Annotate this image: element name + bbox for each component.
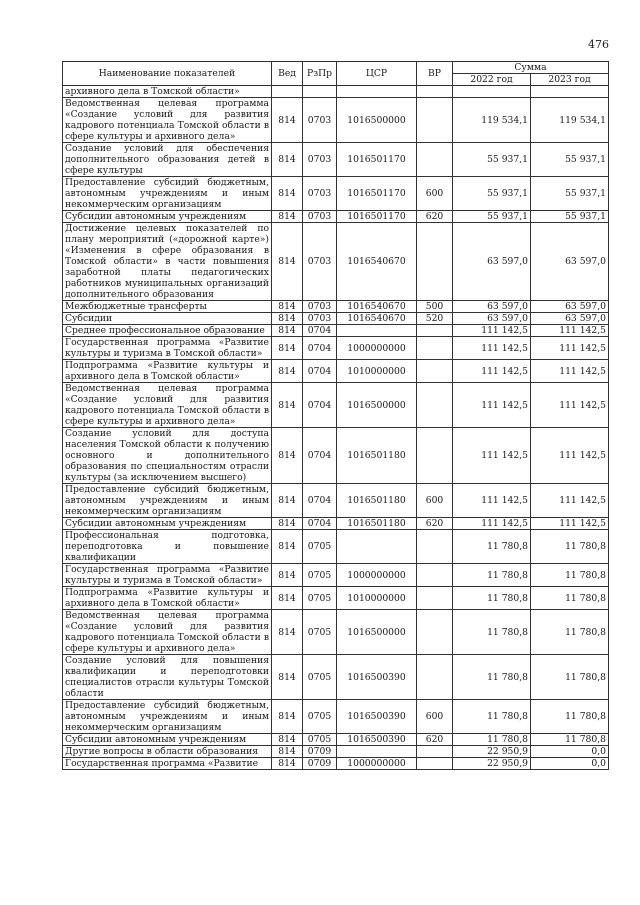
row-csr: 1010000000 xyxy=(337,360,417,383)
row-rzpr: 0703 xyxy=(303,301,337,313)
row-vr xyxy=(417,758,453,770)
row-vr xyxy=(417,325,453,337)
table-row xyxy=(63,587,609,610)
row-name: Субсидии xyxy=(63,313,272,325)
row-csr xyxy=(337,530,417,564)
row-name: Межбюджетные трансферты xyxy=(63,301,272,313)
row-sum-2022: 63 597,0 xyxy=(453,301,531,313)
row-name: Профессиональная подготовка, переподготовка и повышение квалификации xyxy=(63,530,272,564)
row-csr: 1010000000 xyxy=(337,587,417,610)
row-vr xyxy=(417,428,453,484)
row-ved: 814 xyxy=(272,518,303,530)
header-name: Наименование показателей xyxy=(63,62,272,86)
row-sum-2023: 111 142,5 xyxy=(531,325,609,337)
row-sum-2022: 11 780,8 xyxy=(453,734,531,746)
row-csr: 1000000000 xyxy=(337,758,417,770)
row-sum-2022: 22 950,9 xyxy=(453,758,531,770)
row-sum-2023: 111 142,5 xyxy=(531,484,609,518)
row-rzpr: 0704 xyxy=(303,325,337,337)
row-sum-2023: 11 780,8 xyxy=(531,655,609,700)
row-vr xyxy=(417,337,453,360)
row-ved: 814 xyxy=(272,360,303,383)
row-name: Подпрограмма «Развитие культуры и архивного дела в Томской области» xyxy=(63,360,272,383)
row-sum-2022: 11 780,8 xyxy=(453,564,531,587)
row-ved: 814 xyxy=(272,98,303,143)
row-name: Создание условий для обеспечения дополнительного образования детей в сфере культуры xyxy=(63,143,272,177)
row-ved: 814 xyxy=(272,655,303,700)
header-rzpr: РзПр xyxy=(303,62,337,86)
row-rzpr: 0704 xyxy=(303,518,337,530)
row-ved: 814 xyxy=(272,746,303,758)
row-name: Ведомственная целевая программа «Создание условий для развития кадрового потенциала Томской области в сфере культуры и архивного дела» xyxy=(63,98,272,143)
row-name: архивного дела в Томской области» xyxy=(63,86,272,98)
row-csr: 1000000000 xyxy=(337,564,417,587)
row-vr xyxy=(417,655,453,700)
row-sum-2023: 55 937,1 xyxy=(531,177,609,211)
row-sum-2022: 11 780,8 xyxy=(453,610,531,655)
table-row xyxy=(63,655,609,700)
row-rzpr: 0703 xyxy=(303,143,337,177)
table-row xyxy=(63,564,609,587)
row-csr: 1016540670 xyxy=(337,223,417,301)
row-sum-2023: 11 780,8 xyxy=(531,610,609,655)
row-ved: 814 xyxy=(272,484,303,518)
row-vr xyxy=(417,564,453,587)
row-name: Создание условий для доступа населения Томской области к получению основного и дополнительного образования по специальностям отрасли культуры (за исключением высшего) xyxy=(63,428,272,484)
table-row xyxy=(63,313,609,325)
row-rzpr: 0703 xyxy=(303,177,337,211)
row-csr: 1016500000 xyxy=(337,610,417,655)
row-sum-2022: 111 142,5 xyxy=(453,337,531,360)
row-csr xyxy=(337,746,417,758)
table-row xyxy=(63,518,609,530)
row-vr xyxy=(417,610,453,655)
row-ved xyxy=(272,86,303,98)
row-vr: 520 xyxy=(417,313,453,325)
row-csr: 1016540670 xyxy=(337,301,417,313)
row-csr: 1016501170 xyxy=(337,211,417,223)
table-row xyxy=(63,758,609,770)
row-sum-2022: 111 142,5 xyxy=(453,383,531,428)
row-rzpr: 0705 xyxy=(303,655,337,700)
row-sum-2023: 63 597,0 xyxy=(531,223,609,301)
row-name: Ведомственная целевая программа «Создание условий для развития кадрового потенциала Томской области в сфере культуры и архивного дела» xyxy=(63,610,272,655)
row-rzpr: 0704 xyxy=(303,484,337,518)
row-sum-2023: 0,0 xyxy=(531,746,609,758)
row-sum-2023 xyxy=(531,86,609,98)
row-ved: 814 xyxy=(272,177,303,211)
row-rzpr: 0703 xyxy=(303,223,337,301)
row-ved: 814 xyxy=(272,564,303,587)
row-sum-2023: 11 780,8 xyxy=(531,700,609,734)
row-sum-2023: 111 142,5 xyxy=(531,337,609,360)
row-csr: 1016501180 xyxy=(337,428,417,484)
row-ved: 814 xyxy=(272,734,303,746)
row-vr: 600 xyxy=(417,177,453,211)
row-vr: 500 xyxy=(417,301,453,313)
header-sum: Сумма xyxy=(453,62,609,74)
row-ved: 814 xyxy=(272,530,303,564)
table-row xyxy=(63,223,609,301)
row-ved: 814 xyxy=(272,758,303,770)
table-row xyxy=(63,610,609,655)
row-ved: 814 xyxy=(272,700,303,734)
row-sum-2022: 111 142,5 xyxy=(453,360,531,383)
row-sum-2022: 55 937,1 xyxy=(453,143,531,177)
header-vr: ВР xyxy=(417,62,453,86)
row-vr xyxy=(417,143,453,177)
row-vr: 600 xyxy=(417,700,453,734)
row-sum-2023: 0,0 xyxy=(531,758,609,770)
row-rzpr: 0705 xyxy=(303,530,337,564)
row-name: Субсидии автономным учреждениям xyxy=(63,211,272,223)
row-name: Другие вопросы в области образования xyxy=(63,746,272,758)
row-csr: 1016500390 xyxy=(337,655,417,700)
row-ved: 814 xyxy=(272,223,303,301)
row-ved: 814 xyxy=(272,143,303,177)
row-rzpr: 0704 xyxy=(303,360,337,383)
row-rzpr: 0704 xyxy=(303,337,337,360)
row-sum-2022: 111 142,5 xyxy=(453,484,531,518)
row-vr: 600 xyxy=(417,484,453,518)
row-rzpr: 0704 xyxy=(303,428,337,484)
table-row xyxy=(63,301,609,313)
row-sum-2022: 11 780,8 xyxy=(453,700,531,734)
row-sum-2022: 55 937,1 xyxy=(453,211,531,223)
row-name: Достижение целевых показателей по плану мероприятий («дорожной карте») «Изменения в сфере образования в Томской области» в части повышения заработной платы педагогических работников муниципальных организаций дополнительного образования xyxy=(63,223,272,301)
row-ved: 814 xyxy=(272,337,303,360)
table-row xyxy=(63,746,609,758)
row-sum-2022: 63 597,0 xyxy=(453,313,531,325)
row-vr xyxy=(417,98,453,143)
row-sum-2022: 55 937,1 xyxy=(453,177,531,211)
table-row xyxy=(63,700,609,734)
table-row xyxy=(63,734,609,746)
row-sum-2022: 11 780,8 xyxy=(453,655,531,700)
row-name: Подпрограмма «Развитие культуры и архивного дела в Томской области» xyxy=(63,587,272,610)
row-csr: 1016501180 xyxy=(337,518,417,530)
row-rzpr: 0705 xyxy=(303,610,337,655)
row-rzpr: 0705 xyxy=(303,564,337,587)
row-name: Государственная программа «Развитие xyxy=(63,758,272,770)
row-sum-2023: 119 534,1 xyxy=(531,98,609,143)
row-sum-2022: 119 534,1 xyxy=(453,98,531,143)
row-csr xyxy=(337,86,417,98)
row-rzpr xyxy=(303,86,337,98)
row-vr xyxy=(417,746,453,758)
row-name: Предоставление субсидий бюджетным, автономным учреждениям и иным некоммерческим организациям xyxy=(63,177,272,211)
row-ved: 814 xyxy=(272,610,303,655)
row-csr: 1016501170 xyxy=(337,177,417,211)
row-ved: 814 xyxy=(272,587,303,610)
row-ved: 814 xyxy=(272,383,303,428)
row-vr xyxy=(417,360,453,383)
row-sum-2022: 111 142,5 xyxy=(453,518,531,530)
row-rzpr: 0705 xyxy=(303,700,337,734)
row-sum-2022: 111 142,5 xyxy=(453,428,531,484)
row-sum-2022: 11 780,8 xyxy=(453,530,531,564)
row-rzpr: 0703 xyxy=(303,313,337,325)
row-sum-2022 xyxy=(453,86,531,98)
row-vr xyxy=(417,86,453,98)
row-ved: 814 xyxy=(272,313,303,325)
row-rzpr: 0705 xyxy=(303,734,337,746)
row-name: Среднее профессиональное образование xyxy=(63,325,272,337)
row-csr xyxy=(337,325,417,337)
table-row xyxy=(63,337,609,360)
row-sum-2023: 11 780,8 xyxy=(531,564,609,587)
row-name: Предоставление субсидий бюджетным, автономным учреждениям и иным некоммерческим организациям xyxy=(63,484,272,518)
row-name: Государственная программа «Развитие культуры и туризма в Томской области» xyxy=(63,564,272,587)
row-sum-2023: 55 937,1 xyxy=(531,211,609,223)
table-row xyxy=(63,383,609,428)
table-row xyxy=(63,98,609,143)
row-csr: 1016501170 xyxy=(337,143,417,177)
row-sum-2023: 55 937,1 xyxy=(531,143,609,177)
row-rzpr: 0703 xyxy=(303,211,337,223)
row-ved: 814 xyxy=(272,428,303,484)
row-sum-2023: 11 780,8 xyxy=(531,587,609,610)
header-year-2022: 2022 год xyxy=(453,74,531,86)
row-name: Ведомственная целевая программа «Создание условий для развития кадрового потенциала Томской области в сфере культуры и архивного дела» xyxy=(63,383,272,428)
row-rzpr: 0705 xyxy=(303,587,337,610)
table-row xyxy=(63,177,609,211)
row-vr xyxy=(417,383,453,428)
row-sum-2023: 11 780,8 xyxy=(531,530,609,564)
row-csr: 1016501180 xyxy=(337,484,417,518)
row-sum-2022: 63 597,0 xyxy=(453,223,531,301)
row-rzpr: 0704 xyxy=(303,383,337,428)
row-csr: 1016500000 xyxy=(337,383,417,428)
row-sum-2022: 22 950,9 xyxy=(453,746,531,758)
row-name: Государственная программа «Развитие культуры и туризма в Томской области» xyxy=(63,337,272,360)
header-csr: ЦСР xyxy=(337,62,417,86)
row-csr: 1016500000 xyxy=(337,98,417,143)
table-row xyxy=(63,325,609,337)
table-row xyxy=(63,360,609,383)
row-ved: 814 xyxy=(272,211,303,223)
row-name: Предоставление субсидий бюджетным, автономным учреждениям и иным некоммерческим организациям xyxy=(63,700,272,734)
table-row xyxy=(63,143,609,177)
table-header xyxy=(63,62,609,86)
row-rzpr: 0709 xyxy=(303,746,337,758)
table-row xyxy=(63,484,609,518)
row-name: Создание условий для повышения квалификации и переподготовки специалистов отрасли культуры Томской области xyxy=(63,655,272,700)
row-csr: 1016540670 xyxy=(337,313,417,325)
row-rzpr: 0709 xyxy=(303,758,337,770)
table-row xyxy=(63,530,609,564)
table-row xyxy=(63,211,609,223)
row-sum-2023: 111 142,5 xyxy=(531,518,609,530)
row-vr xyxy=(417,587,453,610)
row-sum-2022: 111 142,5 xyxy=(453,325,531,337)
row-sum-2023: 63 597,0 xyxy=(531,301,609,313)
row-sum-2022: 11 780,8 xyxy=(453,587,531,610)
row-csr: 1016500390 xyxy=(337,734,417,746)
page-number: 476 xyxy=(588,38,609,51)
table-body xyxy=(63,86,609,770)
row-sum-2023: 111 142,5 xyxy=(531,383,609,428)
budget-table xyxy=(62,61,609,770)
row-sum-2023: 111 142,5 xyxy=(531,428,609,484)
row-vr xyxy=(417,223,453,301)
row-sum-2023: 111 142,5 xyxy=(531,360,609,383)
row-vr: 620 xyxy=(417,518,453,530)
row-name: Субсидии автономным учреждениям xyxy=(63,518,272,530)
table-row xyxy=(63,428,609,484)
row-name: Субсидии автономным учреждениям xyxy=(63,734,272,746)
row-vr: 620 xyxy=(417,211,453,223)
row-sum-2023: 11 780,8 xyxy=(531,734,609,746)
header-year-2023: 2023 год xyxy=(531,74,609,86)
row-rzpr: 0703 xyxy=(303,98,337,143)
row-ved: 814 xyxy=(272,301,303,313)
row-ved: 814 xyxy=(272,325,303,337)
table-row xyxy=(63,86,609,98)
header-ved: Вед xyxy=(272,62,303,86)
row-csr: 1016500390 xyxy=(337,700,417,734)
row-vr xyxy=(417,530,453,564)
row-csr: 1000000000 xyxy=(337,337,417,360)
row-vr: 620 xyxy=(417,734,453,746)
row-sum-2023: 63 597,0 xyxy=(531,313,609,325)
